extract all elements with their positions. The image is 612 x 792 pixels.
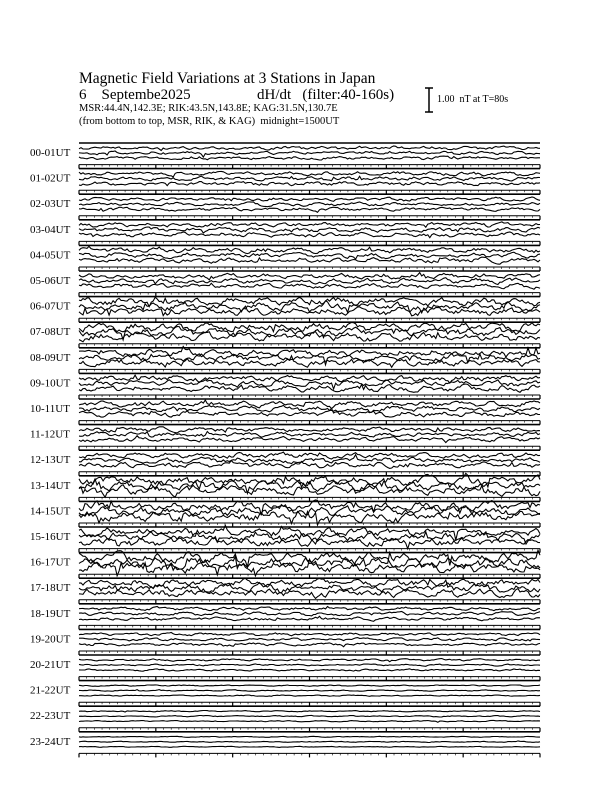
trace-RIK [79, 227, 540, 233]
hour-row [30, 194, 540, 220]
trace-MSR [79, 643, 540, 647]
hour-row [30, 473, 540, 501]
hour-row-label: 16-17UT [30, 556, 71, 569]
hour-row [30, 425, 540, 451]
hour-row-label: 17-18UT [30, 582, 71, 595]
trace-RIK [79, 176, 540, 181]
hour-row [30, 578, 540, 604]
trace-MSR [79, 182, 540, 186]
trace-RIK [79, 612, 540, 616]
trace-MSR [79, 207, 540, 212]
trace-MSR [79, 559, 540, 576]
trace-KAG [79, 711, 540, 713]
trace-RIK [79, 741, 540, 743]
trace-KAG [79, 273, 540, 280]
trace-RIK [79, 638, 540, 641]
hour-row [30, 169, 540, 195]
trace-MSR [79, 589, 540, 599]
station-order-note: (from bottom to top, MSR, RIK, & KAG) midnight=1500UT [79, 116, 340, 127]
trace-KAG [79, 736, 540, 737]
hour-row-label: 00-01UT [30, 147, 71, 159]
trace-MSR [79, 156, 540, 160]
trace-MSR [79, 232, 540, 238]
hour-row [30, 550, 540, 578]
trace-KAG [79, 452, 540, 459]
hour-row-label: 20-21UT [30, 659, 71, 671]
hour-row [30, 629, 540, 655]
hour-row [30, 706, 540, 732]
hour-row-label: 19-20UT [30, 633, 71, 646]
trace-MSR [79, 436, 540, 443]
station-coordinates: MSR:44.4N,142.3E; RIK:43.5N,143.8E; KAG:31.5N,130.7E [79, 103, 338, 114]
hour-row-label: 22-23UT [30, 710, 71, 723]
hour-row-label: 07-08UT [30, 326, 71, 339]
hour-row-label: 10-11UT [30, 403, 70, 415]
hour-row-label: 05-06UT [30, 275, 71, 287]
hour-row-label: 02-03UT [30, 198, 71, 211]
hour-row [30, 604, 540, 630]
trace-MSR [79, 746, 540, 747]
trace-MSR [79, 332, 540, 342]
hour-row-label: 18-19UT [30, 607, 71, 620]
trace-KAG [79, 197, 540, 201]
hour-row [30, 732, 540, 758]
hour-row [30, 373, 540, 399]
trace-RIK [79, 151, 540, 157]
trace-MSR [79, 485, 540, 498]
hour-row-label: 15-16UT [30, 531, 71, 543]
trace-KAG [79, 659, 540, 662]
chart-title: Magnetic Field Variations at 3 Stations in Japan [79, 70, 376, 87]
date-month-year: Septembe2025 [101, 87, 191, 103]
hour-row [30, 655, 540, 681]
trace-KAG [79, 146, 540, 151]
trace-KAG [79, 400, 540, 409]
hour-row-label: 04-05UT [30, 249, 71, 262]
hour-row-label: 12-13UT [30, 454, 71, 467]
trace-KAG [79, 607, 540, 611]
hour-row [30, 245, 540, 271]
hour-row-label: 23-24UT [30, 735, 71, 748]
trace-RIK [79, 202, 540, 207]
quantity-filter-label: dH/dt (filter:40-160s) [257, 87, 395, 103]
date-day: 6 [79, 87, 87, 103]
trace-KAG [79, 171, 540, 177]
hour-row-label: 08-09UT [30, 351, 71, 364]
hour-row-label: 01-02UT [30, 172, 71, 185]
scale-bar-label: 1.00 nT at T=80s [437, 94, 509, 105]
hour-row [30, 220, 540, 246]
trace-RIK [79, 301, 540, 313]
hour-row-label: 06-07UT [30, 300, 71, 313]
trace-KAG [79, 297, 540, 306]
hour-row [30, 525, 540, 552]
hour-row-label: 09-10UT [30, 377, 71, 390]
hour-row-label: 13-14UT [30, 479, 71, 492]
hour-row [30, 322, 540, 348]
hour-row [30, 500, 540, 527]
trace-KAG [79, 222, 540, 227]
hour-row [30, 450, 540, 476]
trace-KAG [79, 685, 540, 686]
hour-row [30, 271, 540, 297]
hour-row-label: 14-15UT [30, 505, 71, 518]
trace-MSR [79, 695, 540, 696]
trace-MSR [79, 720, 540, 722]
hour-row-label: 21-22UT [30, 684, 71, 697]
hour-row [30, 346, 540, 373]
hour-row-label: 03-04UT [30, 223, 71, 236]
trace-RIK [79, 664, 540, 666]
trace-MSR [79, 669, 540, 671]
trace-MSR [79, 283, 540, 289]
trace-KAG [79, 246, 540, 253]
trace-KAG [79, 427, 540, 433]
hour-row [30, 297, 540, 323]
trace-KAG [79, 633, 540, 636]
trace-RIK [79, 278, 540, 285]
hour-row [30, 143, 540, 169]
trace-RIK [79, 405, 540, 412]
hour-row [30, 681, 540, 707]
trace-RIK [79, 354, 540, 365]
trace-RIK [79, 715, 540, 717]
trace-RIK [79, 690, 540, 692]
trace-MSR [79, 616, 540, 621]
trace-RIK [79, 432, 540, 438]
trace-MSR [79, 538, 540, 549]
hour-row [30, 399, 540, 425]
hour-row-label: 11-12UT [30, 428, 70, 441]
trace-MSR [79, 257, 540, 264]
